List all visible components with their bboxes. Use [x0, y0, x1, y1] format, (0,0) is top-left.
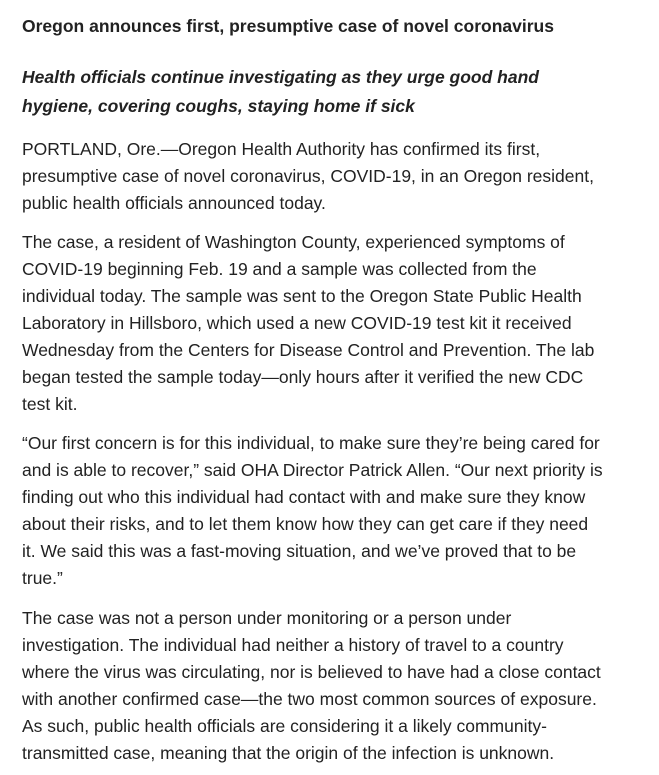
paragraph-line: PORTLAND, Ore.—Oregon Health Authority has confirmed its first, — [22, 139, 541, 159]
paragraph-line: test kit. — [22, 394, 78, 414]
article-subhead — [22, 63, 642, 121]
paragraph-case-details — [22, 229, 642, 418]
subhead-line: hygiene, covering coughs, staying home if sick — [22, 96, 415, 116]
paragraph-line: transmitted case, meaning that the origin of the infection is unknown. — [22, 743, 555, 763]
paragraph-line: with another confirmed case—the two most common sources of exposure. — [22, 689, 597, 709]
paragraph-transmission — [22, 605, 642, 767]
paragraph-line: COVID-19 beginning Feb. 19 and a sample was collected from the — [22, 259, 537, 279]
paragraph-line: “Our first concern is for this individual, to make sure they’re being cared for — [22, 433, 600, 453]
paragraph-line: investigation. The individual had neither a history of travel to a country — [22, 635, 564, 655]
paragraph-line: about their risks, and to let them know how they can get care if they need — [22, 514, 589, 534]
paragraph-line: finding out who this individual had contact with and make sure they know — [22, 487, 586, 507]
paragraph-line: As such, public health officials are considering it a likely community- — [22, 716, 547, 736]
paragraph-line: Laboratory in Hillsboro, which used a new COVID-19 test kit it received — [22, 313, 572, 333]
paragraph-line: where the virus was circulating, nor is believed to have had a close contact — [22, 662, 601, 682]
paragraph-line: Wednesday from the Centers for Disease Control and Prevention. The lab — [22, 340, 595, 360]
paragraph-line: The case was not a person under monitoring or a person under — [22, 608, 512, 628]
paragraph-line: true.” — [22, 568, 63, 588]
article-headline: Oregon announces first, presumptive case of novel coronavirus — [22, 16, 554, 36]
paragraph-line: began tested the sample today—only hours after it verified the new CDC — [22, 367, 584, 387]
paragraph-line: The case, a resident of Washington County, experienced symptoms of — [22, 232, 565, 252]
paragraph-line: individual today. The sample was sent to the Oregon State Public Health — [22, 286, 582, 306]
paragraph-lede — [22, 136, 642, 217]
paragraph-quote — [22, 430, 642, 592]
subhead-line: Health officials continue investigating as they urge good hand — [22, 67, 539, 87]
paragraph-line: presumptive case of novel coronavirus, COVID-19, in an Oregon resident, — [22, 166, 594, 186]
paragraph-line: and is able to recover,” said OHA Director Patrick Allen. “Our next priority is — [22, 460, 603, 480]
paragraph-line: public health officials announced today. — [22, 193, 326, 213]
paragraph-line: it. We said this was a fast-moving situation, and we’ve proved that to be — [22, 541, 577, 561]
